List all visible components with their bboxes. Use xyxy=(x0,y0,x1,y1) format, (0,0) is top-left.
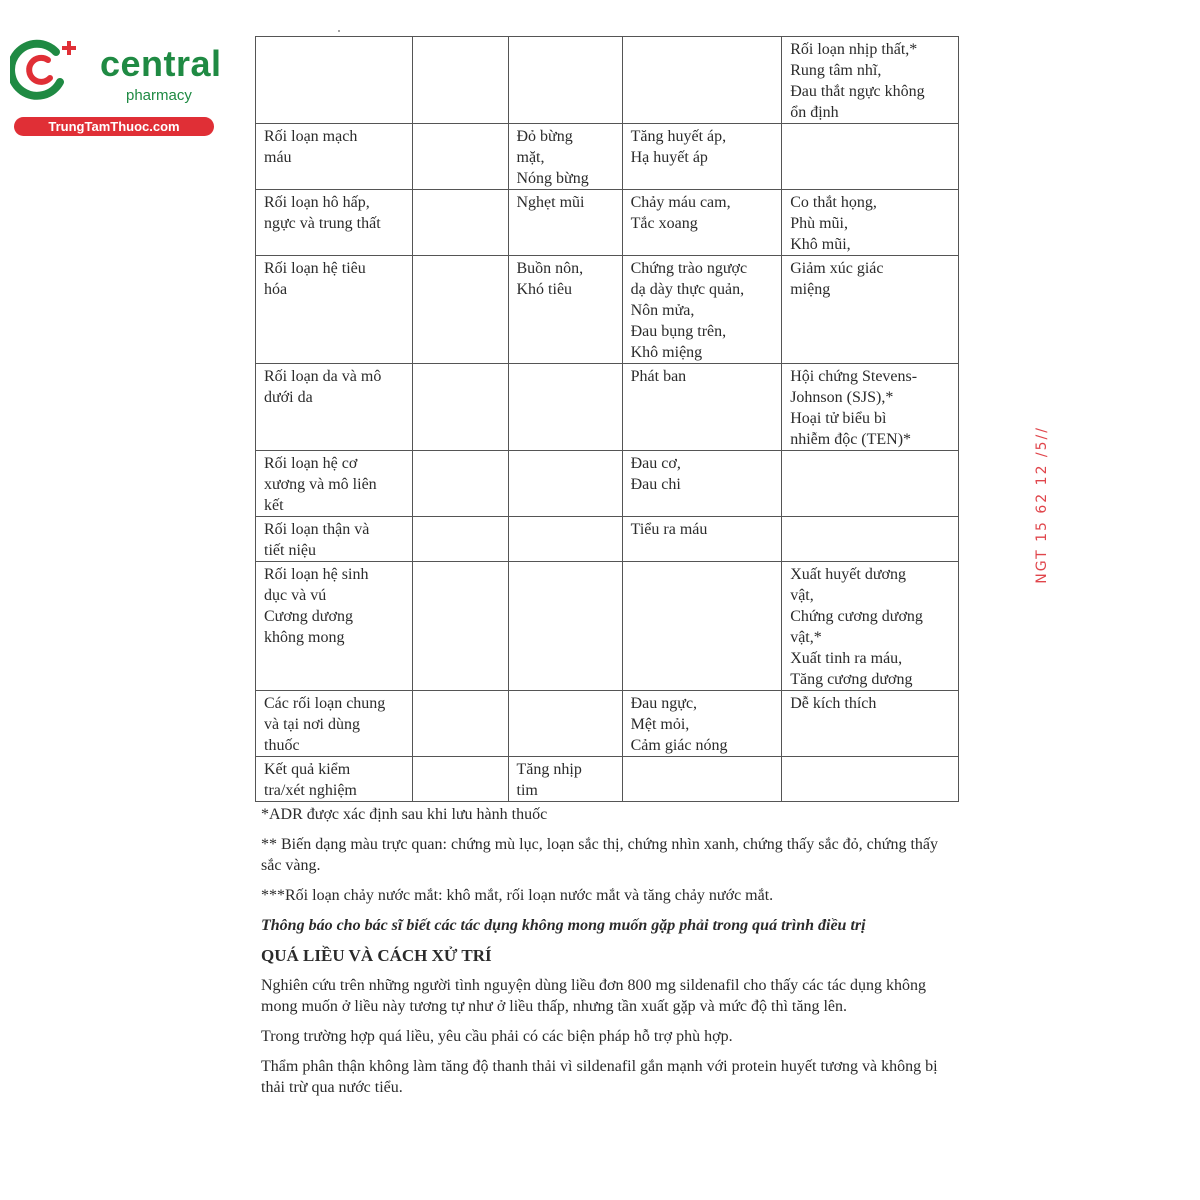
table-row xyxy=(256,691,959,757)
table-cell: Rối loạn hệ sinh dục và vú Cương dương không mong xyxy=(256,562,413,691)
table-cell: Buồn nôn, Khó tiêu xyxy=(508,256,622,364)
table-row xyxy=(256,256,959,364)
table-cell: Rối loạn nhịp thất,* Rung tâm nhĩ, Đau thắt ngực không ổn định xyxy=(782,37,959,124)
table-cell: Phát ban xyxy=(622,364,782,451)
table-cell: Xuất huyết dương vật, Chứng cương dương vật,* Xuất tinh ra máu, Tăng cương dương xyxy=(782,562,959,691)
brand-url: TrungTamThuoc.com xyxy=(14,117,214,136)
table-cell: Đau ngực, Mệt mỏi, Cảm giác nóng xyxy=(622,691,782,757)
table-cell xyxy=(412,691,508,757)
table-cell xyxy=(412,256,508,364)
table-cell xyxy=(508,364,622,451)
table-cell: Rối loạn hệ tiêu hóa xyxy=(256,256,413,364)
scan-speck xyxy=(338,30,340,32)
table-row xyxy=(256,190,959,256)
table-row xyxy=(256,124,959,190)
table-cell: Giảm xúc giác miệng xyxy=(782,256,959,364)
table-cell xyxy=(412,757,508,802)
table-cell: Tăng huyết áp, Hạ huyết áp xyxy=(622,124,782,190)
table-cell: Rối loạn thận và tiết niệu xyxy=(256,517,413,562)
table-cell: Nghẹt mũi xyxy=(508,190,622,256)
table-cell: Chứng trào ngược dạ dày thực quản, Nôn mửa, Đau bụng trên, Khô miệng xyxy=(622,256,782,364)
table-row xyxy=(256,451,959,517)
table-cell xyxy=(412,124,508,190)
table-cell xyxy=(508,517,622,562)
document-notes xyxy=(261,804,961,1107)
table-cell xyxy=(782,517,959,562)
table-cell xyxy=(782,124,959,190)
table-cell: Kết quả kiểm tra/xét nghiệm xyxy=(256,757,413,802)
brand-name: central xyxy=(100,43,222,84)
table-cell xyxy=(412,364,508,451)
table-cell xyxy=(256,37,413,124)
brand-logo xyxy=(10,36,222,136)
red-stamp-mark: NGT 15 62 12 /5// xyxy=(1034,426,1050,584)
table-cell: Rối loạn hệ cơ xương và mô liên kết xyxy=(256,451,413,517)
table-cell xyxy=(782,757,959,802)
overdose-paragraph-1: Nghiên cứu trên những người tình nguyện dùng liều đơn 800 mg sildenafil cho thấy các tác dụng không mong muốn ở liều này tương tự như ở liều thấp, nhưng tần xuất gặp và mức độ thì tăng lên. xyxy=(261,977,927,1015)
table-cell: Hội chứng Stevens- Johnson (SJS),* Hoại tử biểu bì nhiễm độc (TEN)* xyxy=(782,364,959,451)
table-row xyxy=(256,517,959,562)
table-cell xyxy=(412,517,508,562)
pharmacy-logo-icon xyxy=(10,38,80,100)
table-cell: Đỏ bừng mặt, Nóng bừng xyxy=(508,124,622,190)
table-cell: Co thắt họng, Phù mũi, Khô mũi, xyxy=(782,190,959,256)
table-cell xyxy=(622,757,782,802)
table-cell xyxy=(412,562,508,691)
table-cell xyxy=(622,562,782,691)
table-cell xyxy=(412,37,508,124)
table-cell: Rối loạn da và mô dưới da xyxy=(256,364,413,451)
table-cell: Các rối loạn chung và tại nơi dùng thuốc xyxy=(256,691,413,757)
table-cell xyxy=(412,190,508,256)
footnote-color-vision: ** Biến dạng màu trực quan: chứng mù lục, loạn sắc thị, chứng nhìn xanh, chứng thấy sắc đỏ, chứng thấy sắc vàng. xyxy=(261,836,938,874)
table-row xyxy=(256,562,959,691)
overdose-paragraph-2: Trong trường hợp quá liều, yêu cầu phải có các biện pháp hỗ trợ phù hợp. xyxy=(261,1028,733,1045)
brand-subtitle: pharmacy xyxy=(126,87,192,104)
table-cell xyxy=(508,691,622,757)
table-body xyxy=(256,37,959,802)
footnote-adr: *ADR được xác định sau khi lưu hành thuốc xyxy=(261,806,548,823)
table-cell: Tăng nhịp tim xyxy=(508,757,622,802)
table-cell: Dễ kích thích xyxy=(782,691,959,757)
table-row xyxy=(256,757,959,802)
table-cell xyxy=(622,37,782,124)
footnote-lacrimation: ***Rối loạn chảy nước mắt: khô mắt, rối loạn nước mắt và tăng chảy nước mắt. xyxy=(261,887,774,904)
table-cell xyxy=(412,451,508,517)
table-cell: Tiểu ra máu xyxy=(622,517,782,562)
adverse-reactions-table xyxy=(255,36,959,802)
table-cell xyxy=(782,451,959,517)
table-cell: Rối loạn mạch máu xyxy=(256,124,413,190)
table-row xyxy=(256,37,959,124)
table-cell xyxy=(508,451,622,517)
overdose-paragraph-3: Thẩm phân thận không làm tăng độ thanh thải vì sildenafil gắn mạnh với protein huyết tương và không bị thải trừ qua nước tiểu. xyxy=(261,1058,938,1096)
table-cell xyxy=(508,562,622,691)
overdose-section-title: QUÁ LIỀU VÀ CÁCH XỬ TRÍ xyxy=(261,946,492,965)
doctor-notice: Thông báo cho bác sĩ biết các tác dụng không mong muốn gặp phải trong quá trình điều trị xyxy=(261,917,866,934)
table-cell: Rối loạn hô hấp, ngực và trung thất xyxy=(256,190,413,256)
table-row xyxy=(256,364,959,451)
table-cell xyxy=(508,37,622,124)
table-cell: Đau cơ, Đau chi xyxy=(622,451,782,517)
table-cell: Chảy máu cam, Tắc xoang xyxy=(622,190,782,256)
